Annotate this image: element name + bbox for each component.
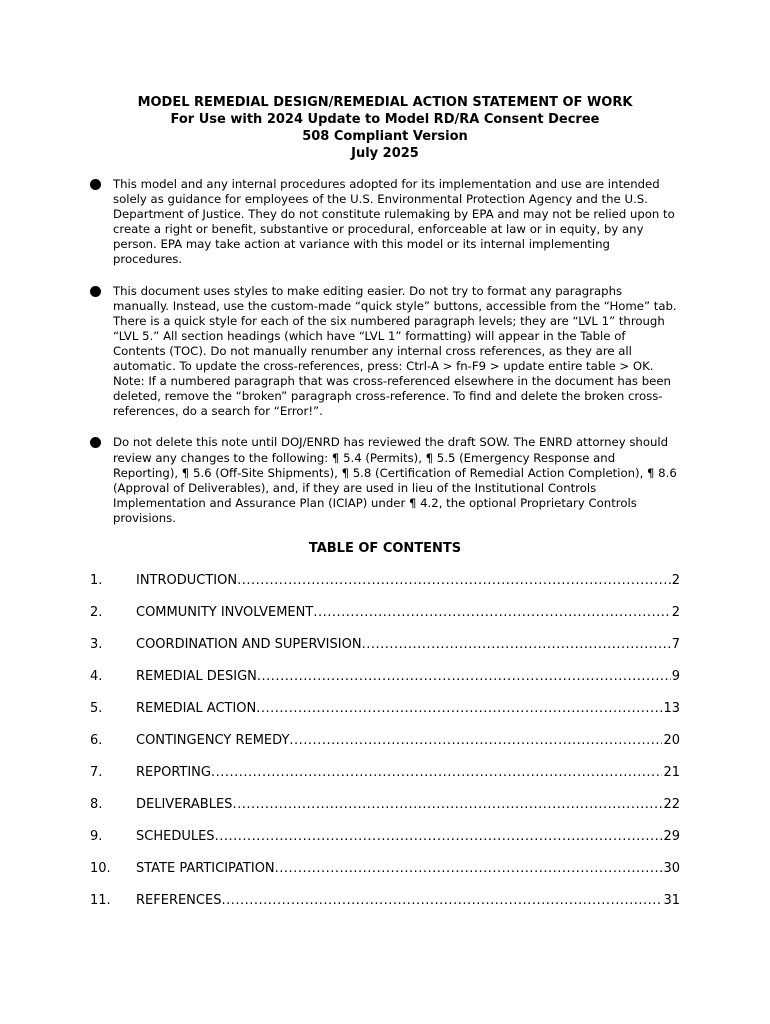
toc-entry-number: 8. [90,797,103,812]
toc-entry-state-participation[interactable] [90,860,680,892]
toc-leader-dots [289,732,662,749]
toc-entry-label[interactable]: CONTINGENCY REMEDY [136,733,290,748]
toc-leader-dots [232,796,662,813]
drafting-note-text: This document uses styles to make editing easier. Do not try to format any paragraphs manually. Instead, use the custom-made “quick style” buttons, accessible from the “Home” tab. There is a quick style for each of the six numbered paragraph levels; they are “LVL 1” through “LVL 5.” All section headings (which have “LVL 1” formatting) will appear in the Table of Contents (TOC). Do not manually renumber any internal cross references, as they are all automatic. To update the cross-references, press: Ctrl-A > fn-F9 > update entire table > OK. Note: If a numbered paragraph that was cross-referenced elsewhere in the document has been deleted, remove the “broken” paragraph cross-reference. To find and delete the broken cross-references, do a search for “Error!”. [113,283,677,419]
toc-entry-number: 4. [90,669,103,684]
toc-entry-remedial-action[interactable] [90,700,680,732]
bullet-icon [90,437,101,448]
drafting-note-text: This model and any internal procedures adopted for its implementation and use are intended solely as guidance for employees of the U.S. Environmental Protection Agency and the U.S. Department of Justice. They do not constitute rulemaking by EPA and may not be relied upon to create a right or benefit, substantive or procedural, enforceable at law or in equity, by any person. EPA may take action at variance with this model or its internal implementing procedures. [113,177,675,267]
toc-entry-number: 3. [90,637,103,652]
toc-entry-page: 2 [671,573,680,588]
toc-leader-dots [257,668,671,685]
toc-leader-dots [215,828,663,845]
toc-entry-page: 21 [663,765,680,780]
toc-entry-references[interactable] [90,892,680,924]
toc-entry-number: 5. [90,701,103,716]
drafting-notes [89,177,681,542]
toc-entry-label[interactable]: REPORTING [136,765,211,780]
toc-entry-label[interactable]: REMEDIAL ACTION [136,701,257,716]
toc-heading: TABLE OF CONTENTS [308,541,462,556]
document-title: MODEL REMEDIAL DESIGN/REMEDIAL ACTION STATEMENT OF WORK [137,95,633,110]
toc-entry-label[interactable]: COORDINATION AND SUPERVISION [136,637,362,652]
toc-leader-dots [211,764,662,781]
toc-entry-number: 9. [90,829,103,844]
bullet-icon [90,286,101,297]
toc-entry-page: 30 [663,861,680,876]
toc-entry-number: 11. [90,893,111,908]
drafting-note [89,177,681,268]
bullet-icon [90,179,101,190]
document-subtitle: For Use with 2024 Update to Model RD/RA Consent Decree [170,112,600,127]
toc-entry-label[interactable]: REFERENCES [136,893,222,908]
toc-entry-number: 2. [90,605,103,620]
toc-entry-label[interactable]: INTRODUCTION [136,573,238,588]
toc-entry-page: 13 [663,701,680,716]
drafting-note-text: Do not delete this note until DOJ/ENRD has reviewed the draft SOW. The ENRD attorney should review any changes to the following: ¶ 5.4 (Permits), ¶ 5.5 (Emergency Response and Reporting), ¶ 5.6 (Off-Site Shipments), ¶ 5.8 (Certification of Remedial Action Completion), ¶ 8.6 (Approval of Deliverables), and, if they are used in lieu of the Institutional Controls Implementation and Assurance Plan (ICIAP) under ¶ 4.2, the optional Proprietary Controls provisions. [113,435,677,525]
toc-entry-remedial-design[interactable] [90,668,680,700]
toc-entry-number: 10. [90,861,111,876]
toc-leader-dots [275,860,663,877]
toc-entry-coordination-and-supervision[interactable] [90,636,680,668]
toc-entry-page: 20 [663,733,680,748]
toc-leader-dots [256,700,662,717]
toc-entry-introduction[interactable] [90,572,680,604]
toc-entry-page: 31 [663,893,680,908]
toc-entry-schedules[interactable] [90,828,680,860]
table-of-contents [90,572,680,924]
toc-leader-dots [237,572,671,589]
toc-entry-number: 7. [90,765,103,780]
toc-entry-contingency-remedy[interactable] [90,732,680,764]
toc-entry-community-involvement[interactable] [90,604,680,636]
toc-entry-reporting[interactable] [90,764,680,796]
toc-entry-label[interactable]: STATE PARTICIPATION [136,861,275,876]
toc-entry-page: 29 [663,829,680,844]
toc-entry-page: 7 [671,637,680,652]
document-date: July 2025 [351,146,419,161]
toc-entry-number: 6. [90,733,103,748]
drafting-note [89,435,681,526]
toc-entry-label[interactable]: COMMUNITY INVOLVEMENT [136,605,314,620]
toc-entry-page: 22 [663,797,680,812]
document-title-block [0,94,770,162]
toc-entry-page: 2 [671,605,680,620]
toc-entry-deliverables[interactable] [90,796,680,828]
document-version: 508 Compliant Version [302,129,468,144]
toc-entry-page: 9 [671,669,680,684]
toc-entry-label[interactable]: SCHEDULES [136,829,215,844]
toc-entry-number: 1. [90,573,103,588]
toc-entry-label[interactable]: REMEDIAL DESIGN [136,669,257,684]
toc-leader-dots [221,892,662,909]
toc-leader-dots [313,604,670,621]
drafting-note [89,284,681,420]
toc-entry-label[interactable]: DELIVERABLES [136,797,233,812]
toc-leader-dots [362,636,671,653]
